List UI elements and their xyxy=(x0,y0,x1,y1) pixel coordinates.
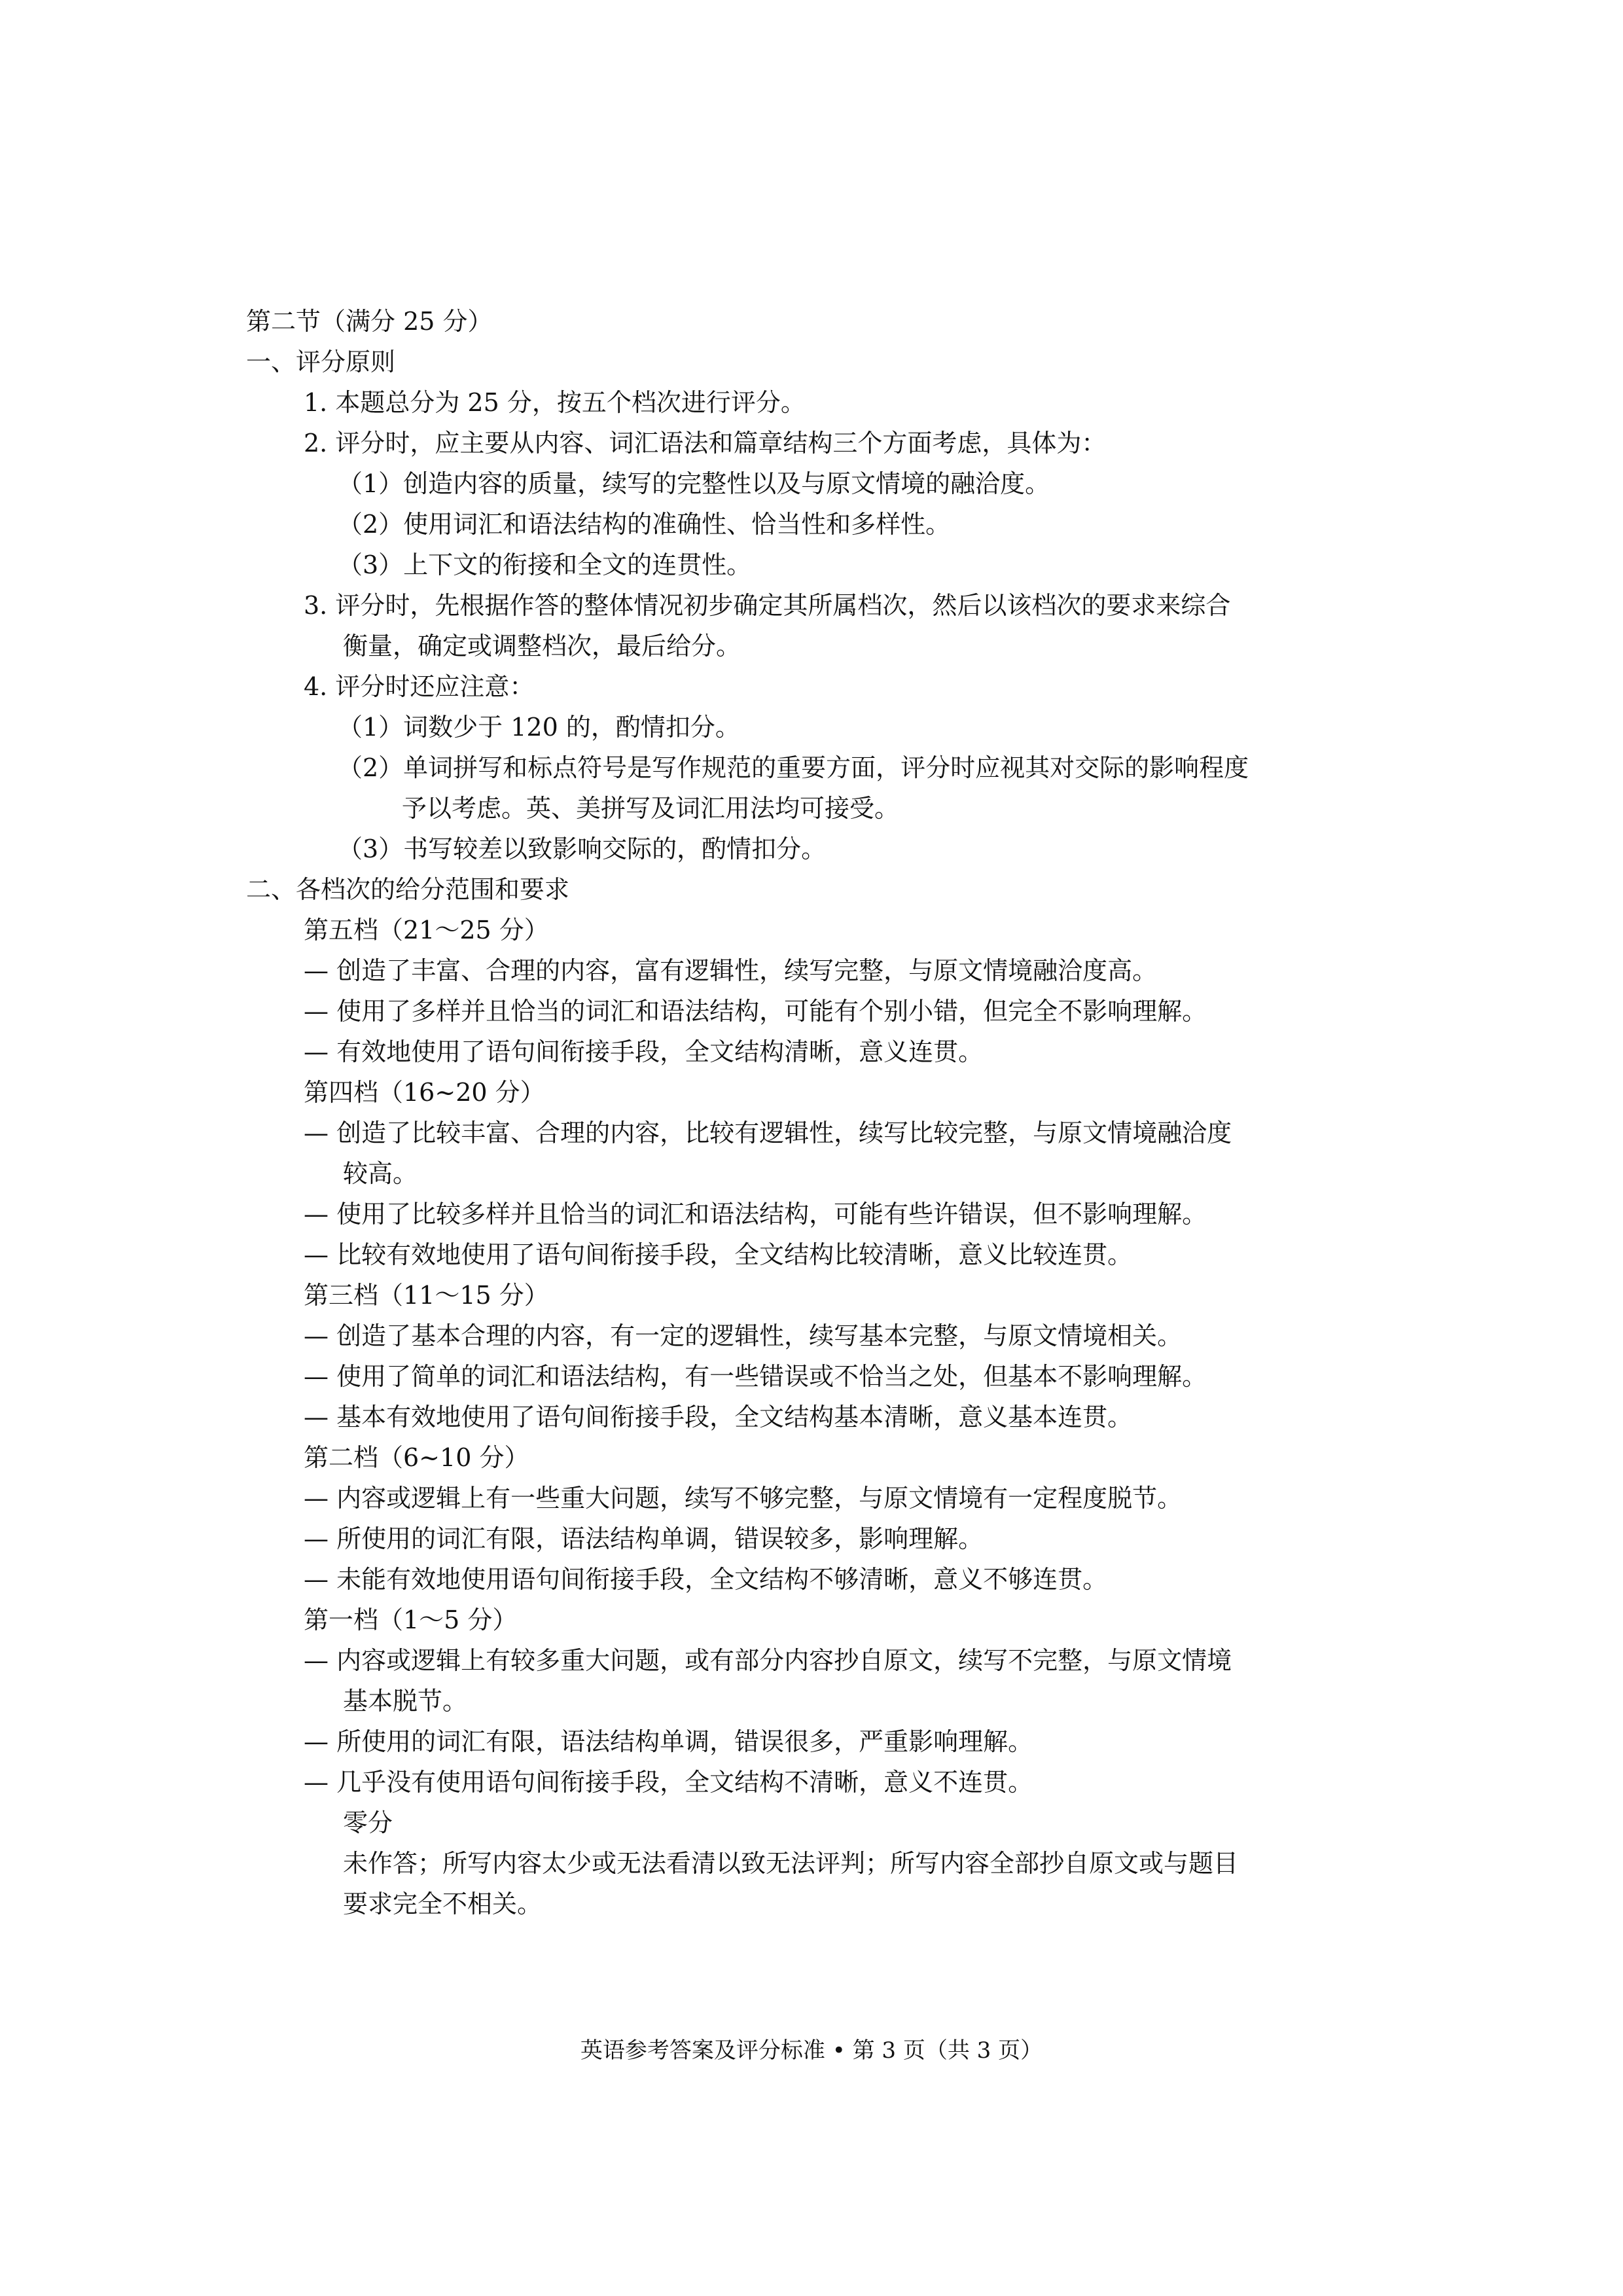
band5-item: — 使用了多样并且恰当的词汇和语法结构，可能有个别小错，但完全不影响理解。 xyxy=(304,997,1207,1026)
principle-4-item: （2）单词拼写和标点符号是写作规范的重要方面，评分时应视其对交际的影响程度 xyxy=(338,753,1249,782)
principle-3-continued: 衡量，确定或调整档次，最后给分。 xyxy=(343,632,741,660)
band1-item: — 所使用的词汇有限，语法结构单调，错误很多，严重影响理解。 xyxy=(304,1727,1033,1756)
part2-heading: 二、各档次的给分范围和要求 xyxy=(246,875,570,904)
zero-band-title: 零分 xyxy=(343,1808,393,1837)
band4-item: — 比较有效地使用了语句间衔接手段，全文结构比较清晰，意义比较连贯。 xyxy=(304,1240,1133,1269)
page-footer: 英语参考答案及评分标准 • 第 3 页（共 3 页） xyxy=(580,2037,1043,2064)
band3-item: — 使用了简单的词汇和语法结构，有一些错误或不恰当之处，但基本不影响理解。 xyxy=(304,1362,1207,1391)
band3-title: 第三档（11～15 分） xyxy=(304,1281,549,1310)
principle-2-item: （3）上下文的衔接和全文的连贯性。 xyxy=(338,550,752,579)
principle-4-item: （3）书写较差以致影响交际的，酌情扣分。 xyxy=(338,834,827,863)
zero-band-text: 未作答；所写内容太少或无法看清以致无法评判；所写内容全部抄自原文或与题目 xyxy=(343,1849,1239,1878)
band3-item: — 基本有效地使用了语句间衔接手段，全文结构基本清晰，意义基本连贯。 xyxy=(304,1403,1133,1431)
band5-item: — 有效地使用了语句间衔接手段，全文结构清晰，意义连贯。 xyxy=(304,1037,984,1066)
band2-item: — 所使用的词汇有限，语法结构单调，错误较多，影响理解。 xyxy=(304,1524,984,1553)
principle-1: 1. 本题总分为 25 分，按五个档次进行评分。 xyxy=(304,388,806,417)
band1-item-continued: 基本脱节。 xyxy=(343,1687,468,1715)
band5-item: — 创造了丰富、合理的内容，富有逻辑性，续写完整，与原文情境融洽度高。 xyxy=(304,956,1158,985)
principle-4-item-continued: 予以考虑。英、美拼写及词汇用法均可接受。 xyxy=(402,794,900,823)
band4-item-continued: 较高。 xyxy=(343,1159,418,1188)
band1-item: — 几乎没有使用语句间衔接手段，全文结构不清晰，意义不连贯。 xyxy=(304,1768,1033,1797)
band3-item: — 创造了基本合理的内容，有一定的逻辑性，续写基本完整，与原文情境相关。 xyxy=(304,1321,1183,1350)
zero-band-text-continued: 要求完全不相关。 xyxy=(343,1890,543,1918)
principle-2: 2. 评分时，应主要从内容、词汇语法和篇章结构三个方面考虑，具体为： xyxy=(304,429,1107,457)
band5-title: 第五档（21～25 分） xyxy=(304,916,549,944)
band1-title: 第一档（1～5 分） xyxy=(304,1605,518,1634)
band4-item: — 使用了比较多样并且恰当的词汇和语法结构，可能有些许错误，但不影响理解。 xyxy=(304,1200,1207,1229)
principle-4: 4. 评分时还应注意： xyxy=(304,672,535,701)
band1-item: — 内容或逻辑上有较多重大问题，或有部分内容抄自原文，续写不完整，与原文情境 xyxy=(304,1646,1232,1675)
principle-3: 3. 评分时，先根据作答的整体情况初步确定其所属档次，然后以该档次的要求来综合 xyxy=(304,591,1231,620)
band2-title: 第二档（6~10 分） xyxy=(304,1443,529,1472)
band2-item: — 未能有效地使用语句间衔接手段，全文结构不够清晰，意义不够连贯。 xyxy=(304,1565,1108,1594)
band2-item: — 内容或逻辑上有一些重大问题，续写不够完整，与原文情境有一定程度脱节。 xyxy=(304,1484,1183,1513)
principle-4-item: （1）词数少于 120 的，酌情扣分。 xyxy=(338,713,740,742)
band4-item: — 创造了比较丰富、合理的内容，比较有逻辑性，续写比较完整，与原文情境融洽度 xyxy=(304,1119,1232,1147)
band4-title: 第四档（16~20 分） xyxy=(304,1078,545,1107)
part1-heading: 一、评分原则 xyxy=(246,348,396,376)
principle-2-item: （2）使用词汇和语法结构的准确性、恰当性和多样性。 xyxy=(338,510,951,539)
principle-2-item: （1）创造内容的质量，续写的完整性以及与原文情境的融洽度。 xyxy=(338,469,1050,498)
scoring-criteria-document xyxy=(246,301,1398,1924)
section-title: 第二节（满分 25 分） xyxy=(246,307,493,336)
